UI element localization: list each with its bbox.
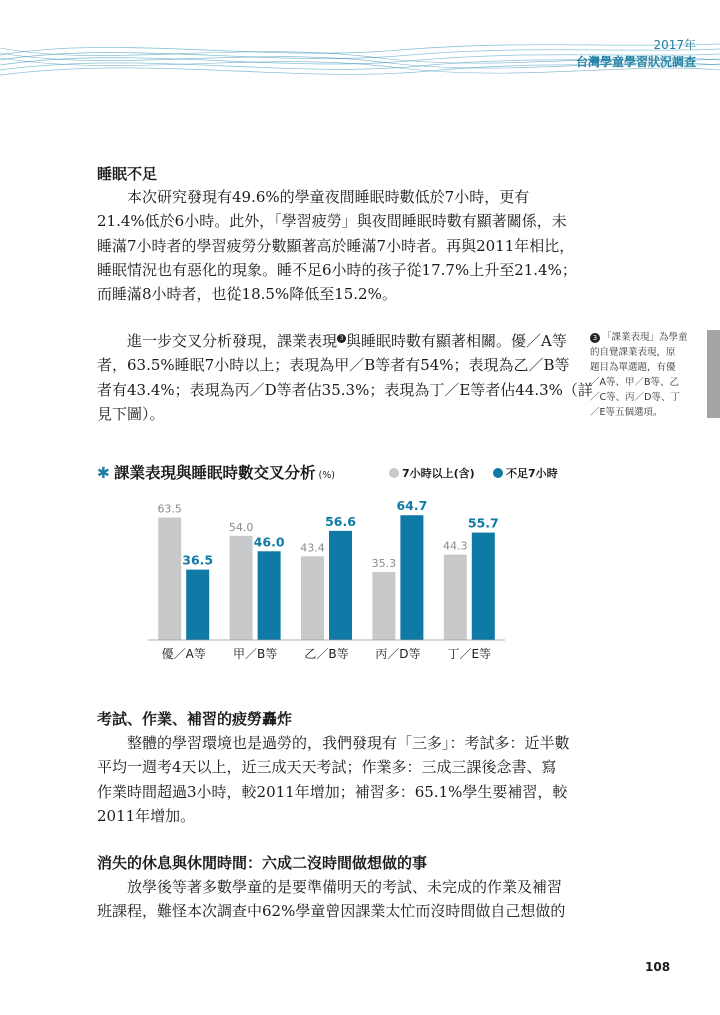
data-label: 63.5 — [157, 502, 182, 516]
category-label: 優／A等 — [161, 647, 206, 661]
footnote-text: 「課業表現」為學童 — [602, 332, 688, 343]
chart-title-text: 課業表現與睡眠時數交叉分析 — [114, 464, 316, 482]
bar-blue — [400, 515, 423, 640]
footnote-line: ／A等、甲／B等、乙 — [590, 377, 680, 388]
data-label: 44.3 — [443, 539, 468, 553]
data-label: 35.3 — [371, 556, 397, 570]
bar-blue — [329, 531, 352, 640]
footnote-number-icon: 3 — [590, 333, 600, 343]
footnote-line: 題目為單選題，有優 — [590, 362, 676, 373]
page-number: 108 — [645, 960, 671, 974]
category-label: 丙／D等 — [375, 647, 421, 661]
category-label: 丁／E等 — [447, 647, 492, 661]
paragraph-exam — [97, 731, 570, 828]
text-line: 平均一週考4天以上，近三成天天考試；作業多：三成三課後念書、寫 — [97, 758, 557, 777]
bar-gray — [372, 572, 395, 640]
footnote-line: ／E等五個選項。 — [590, 407, 663, 418]
text-line: 睡眠情況也有惡化的現象。睡不足6小時的孩子從17.7%上升至21.4%； — [97, 260, 577, 279]
text-line: 見下圖）。 — [97, 404, 165, 423]
footnote-line: 的自覺課業表現，原 — [590, 347, 676, 358]
section-heading-exam: 考試、作業、補習的疲勞轟炸 — [97, 710, 293, 728]
text-line: 整體的學習環境也是過勞的，我們發現有「三多」：考試多：近半數 — [127, 734, 570, 752]
text-line: 者有43.4%；表現為丙／D等者佔35.3%；表現為丁／E等者佔44.3%（詳 — [97, 380, 593, 399]
bar-blue — [258, 551, 281, 640]
text-line: 2011年增加。 — [97, 806, 196, 825]
data-label: 55.7 — [467, 515, 499, 531]
text-line: 而睡滿8小時者，也從18.5%降低至15.2%。 — [97, 285, 397, 304]
paragraph-rest — [97, 875, 566, 924]
bar-gray — [158, 518, 181, 640]
data-label: 43.4 — [300, 541, 325, 555]
data-label: 64.7 — [396, 498, 428, 514]
legend-label: 不足7小時 — [506, 467, 558, 480]
text-fragment: 進一步交叉分析發現，課業表現 — [127, 332, 338, 350]
bar-blue — [472, 533, 495, 640]
legend-label: 7小時以上(含) — [402, 467, 475, 480]
bar-gray — [230, 536, 253, 640]
bar-gray — [444, 555, 467, 640]
header-year: 2017年 — [653, 38, 696, 52]
footnote-line: ／C等、丙／D等、丁 — [590, 392, 680, 403]
section-heading-rest: 消失的休息與休閒時間：六成二沒時間做想做的事 — [97, 854, 428, 872]
text-line: 放學後等著多數學童的是要準備明天的考試、未完成的作業及補習 — [127, 878, 563, 896]
bar-blue — [186, 570, 209, 640]
data-label: 56.6 — [325, 513, 356, 529]
text-fragment: 與睡眠時數有顯著相關。優／A等 — [346, 332, 567, 350]
text-line: 作業時間超過3小時，較2011年增加；補習多：65.1%學生要補習，較 — [97, 782, 568, 801]
asterisk-icon: ✱ — [97, 464, 110, 482]
header-title: 台灣學童學習狀況調查 — [575, 55, 696, 69]
category-label: 乙／B等 — [304, 647, 349, 661]
text-line: 睡滿7小時者的學習疲勞分數顯著高於睡滿7小時者。再與2011年相比， — [97, 236, 575, 255]
text-line: 班課程，難怪本次調查中62%學童曾因課業太忙而沒時間做自己想做的 — [97, 902, 566, 921]
section-heading-sleep: 睡眠不足 — [97, 165, 158, 183]
category-label: 甲／B等 — [232, 647, 278, 661]
bar-gray — [301, 556, 324, 640]
text-line: 者，63.5%睡眠7小時以上；表現為甲／B等者有54%；表現為乙／B等 — [97, 356, 570, 375]
text-line: 21.4%低於6小時。此外，「學習疲勞」與夜間睡眠時數有顯著關係，未 — [97, 212, 567, 231]
data-label: 54.0 — [228, 520, 254, 534]
data-label: 46.0 — [253, 534, 285, 550]
footnote-reference-mark: 3 — [337, 334, 346, 343]
data-label: 36.5 — [182, 552, 214, 568]
chart-unit: (%) — [318, 470, 335, 481]
text-line: 本次研究發現有49.6%的學童夜間睡眠時數低於7小時，更有 — [127, 188, 530, 206]
